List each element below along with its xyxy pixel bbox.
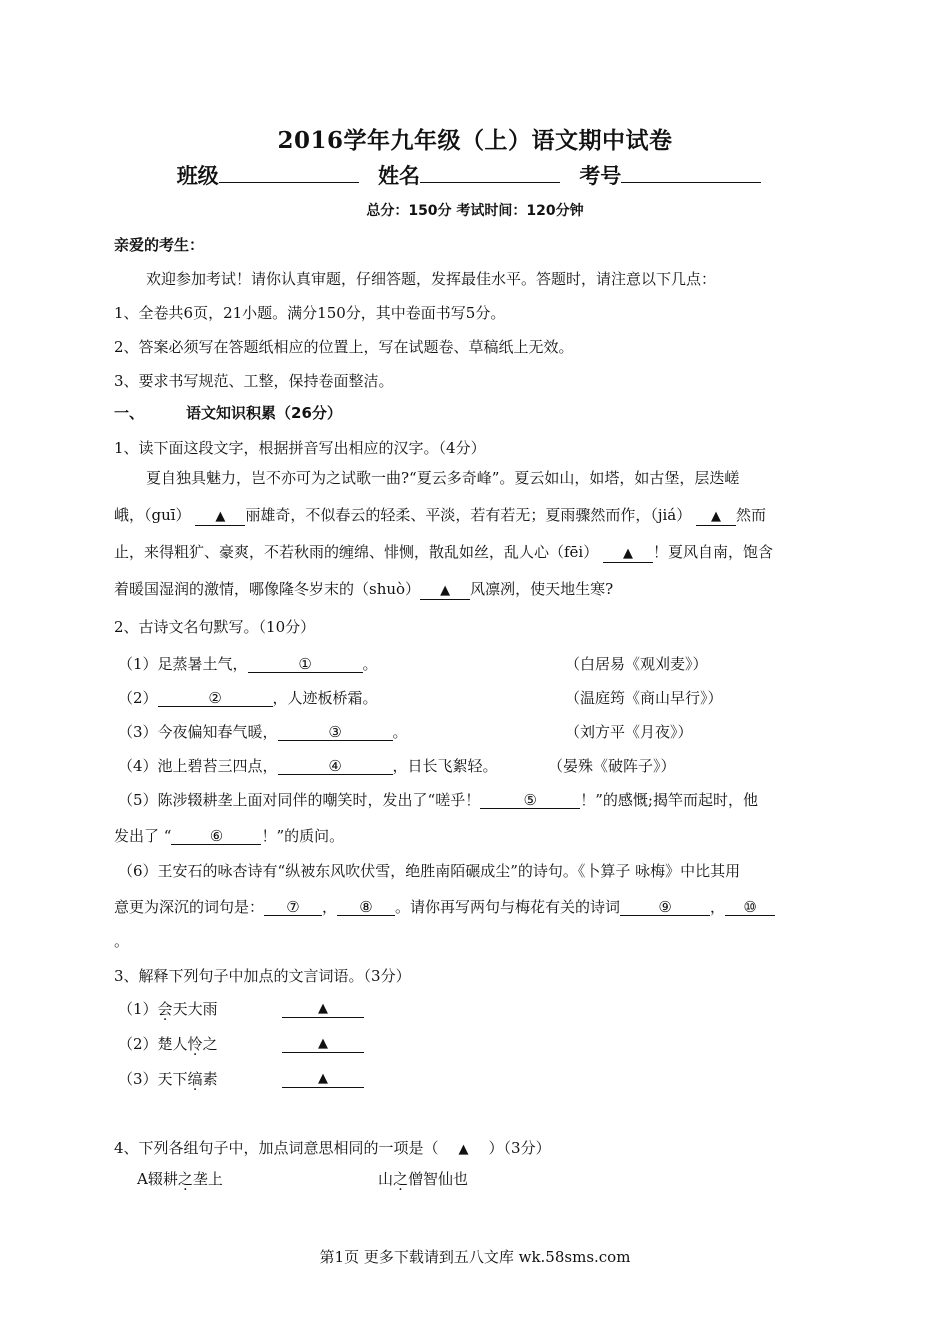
q1-prompt: 1、读下面这段文字，根据拼音写出相应的汉字。（4分）: [114, 439, 486, 457]
q2-source-3: （刘方平《月夜》）: [565, 723, 693, 741]
page-footer: 第1页 更多下载请到五八文库 wk.58sms.com: [319, 1248, 631, 1266]
rule-3: 3、要求书写规范、工整，保持卷面整洁。: [114, 372, 394, 390]
q1-blank-fei[interactable]: ▲: [603, 544, 653, 563]
number-label: 考号: [579, 163, 622, 188]
student-info-line: [0, 160, 950, 190]
q2-source-4: （晏殊《破阵子》）: [548, 757, 676, 775]
name-label: 姓名: [378, 163, 420, 188]
section-1-heading: [114, 402, 342, 423]
q2-blank-3[interactable]: ③: [278, 724, 393, 741]
q1-blank-jia[interactable]: ▲: [696, 507, 736, 526]
rule-1: 1、全卷共6页，21小题。满分150分，其中卷面书写5分。: [114, 304, 506, 322]
q2-source-2: （温庭筠《商山早行》）: [565, 689, 723, 707]
q4-option-a-pair: 山之僧智仙也: [378, 1170, 469, 1188]
q4-prompt: 4、下列各组句子中，加点词意思相同的一项是（ ▲ ）（3分）: [114, 1139, 551, 1157]
q4-option-a: A辍耕之垄上: [137, 1170, 223, 1188]
q2-blank-1[interactable]: ①: [248, 656, 363, 673]
q2-blank-6[interactable]: ⑥: [171, 828, 261, 845]
q3-prompt: 3、解释下列句子中加点的文言词语。（3分）: [114, 967, 411, 985]
q2-item-3: （3）今夜偏知春气暖， ③ 。: [118, 723, 408, 741]
q2-end-mark: 。: [114, 932, 130, 950]
q2-item-4: （4）池上碧苔三四点， ④ ，日长飞絮轻。: [118, 757, 498, 775]
q1-blank-shuo[interactable]: ▲: [420, 581, 470, 600]
class-label: 班级: [176, 163, 219, 188]
rule-2: 2、答案必须写在答题纸相应的位置上，写在试题卷、草稿纸上无效。: [114, 338, 574, 356]
q3-blank-3[interactable]: ▲: [282, 1069, 364, 1088]
q2-item-5-line-2: 发出了 “ ⑥ ！”的质问。: [114, 827, 345, 845]
q1-blank-gui[interactable]: ▲: [195, 507, 245, 526]
q2-item-2: （2） ② ，人迹板桥霜。: [118, 689, 378, 707]
q3-blank-2[interactable]: ▲: [282, 1034, 364, 1053]
q3-blank-1[interactable]: ▲: [282, 999, 364, 1018]
q4-answer-blank[interactable]: ▲: [458, 1142, 469, 1157]
section-1-title: 语文知识积累（26分）: [186, 404, 342, 422]
score-time-line: 总分：150分 考试时间：120分钟: [366, 203, 584, 219]
q3-item-2: （2）楚人怜之: [118, 1035, 218, 1053]
class-blank: [219, 164, 359, 183]
q2-item-5-line-1: （5）陈涉辍耕垄上面对同伴的嘲笑时，发出了“嗟乎！ ⑤ ！”的感慨;揭竿而起时，他: [118, 791, 758, 809]
q2-blank-8[interactable]: ⑧: [337, 899, 395, 916]
q2-blank-5[interactable]: ⑤: [480, 792, 580, 809]
q2-item-6-line-2: 意更为深沉的词句是： ⑦ ， ⑧ 。请你再写两句与梅花有关的诗词 ⑨ ， ⑩: [114, 896, 775, 917]
q2-blank-10[interactable]: ⑩: [725, 899, 775, 916]
number-blank: [621, 164, 761, 183]
q2-item-6-line-1: （6）王安石的咏杏诗有“纵被东风吹伏雪，绝胜南陌碾成尘”的诗句。《卜算子 咏梅》中比其用: [118, 862, 741, 880]
q2-source-1: （白居易《观刈麦》）: [565, 655, 708, 673]
section-1-number: 一、: [114, 404, 145, 422]
name-blank: [420, 164, 560, 183]
q2-prompt: 2、古诗文名句默写。（10分）: [114, 618, 316, 636]
q3-item-3: （3）天下缟素: [118, 1070, 218, 1088]
q2-blank-9[interactable]: ⑨: [620, 899, 710, 916]
greeting: 亲爱的考生：: [114, 236, 205, 254]
q2-blank-7[interactable]: ⑦: [264, 899, 322, 916]
q2-blank-4[interactable]: ④: [278, 758, 393, 775]
page-title: 2016学年九年级（上）语文期中试卷: [277, 127, 673, 154]
q2-item-1: （1）足蒸暑土气， ① 。: [118, 655, 378, 673]
q2-blank-2[interactable]: ②: [158, 690, 273, 707]
q1-passage: 夏自独具魅力，岂不亦可为之试歌一曲?“夏云多奇峰”。夏云如山，如塔，如古堡，层迭嵯 峨，（guī） ▲ 丽雄奇，不似春云的轻柔、平淡，若有若无；夏雨骤然而作，（jiá） ▲ 然而 止，来得粗犷、豪爽，不若秋雨的缠绵、悱恻，散乱如丝，乱人心（fēi） ▲ ！夏风自南，饱含 着暖国湿润的激情，哪像隆冬岁末的（shuò） ▲ 风凛冽，使天地生寒?: [114, 469, 774, 598]
q3-item-1: （1）会天大雨: [118, 1000, 218, 1018]
intro-text: 欢迎参加考试！请你认真审题，仔细答题，发挥最佳水平。答题时，请注意以下几点：: [146, 270, 717, 288]
